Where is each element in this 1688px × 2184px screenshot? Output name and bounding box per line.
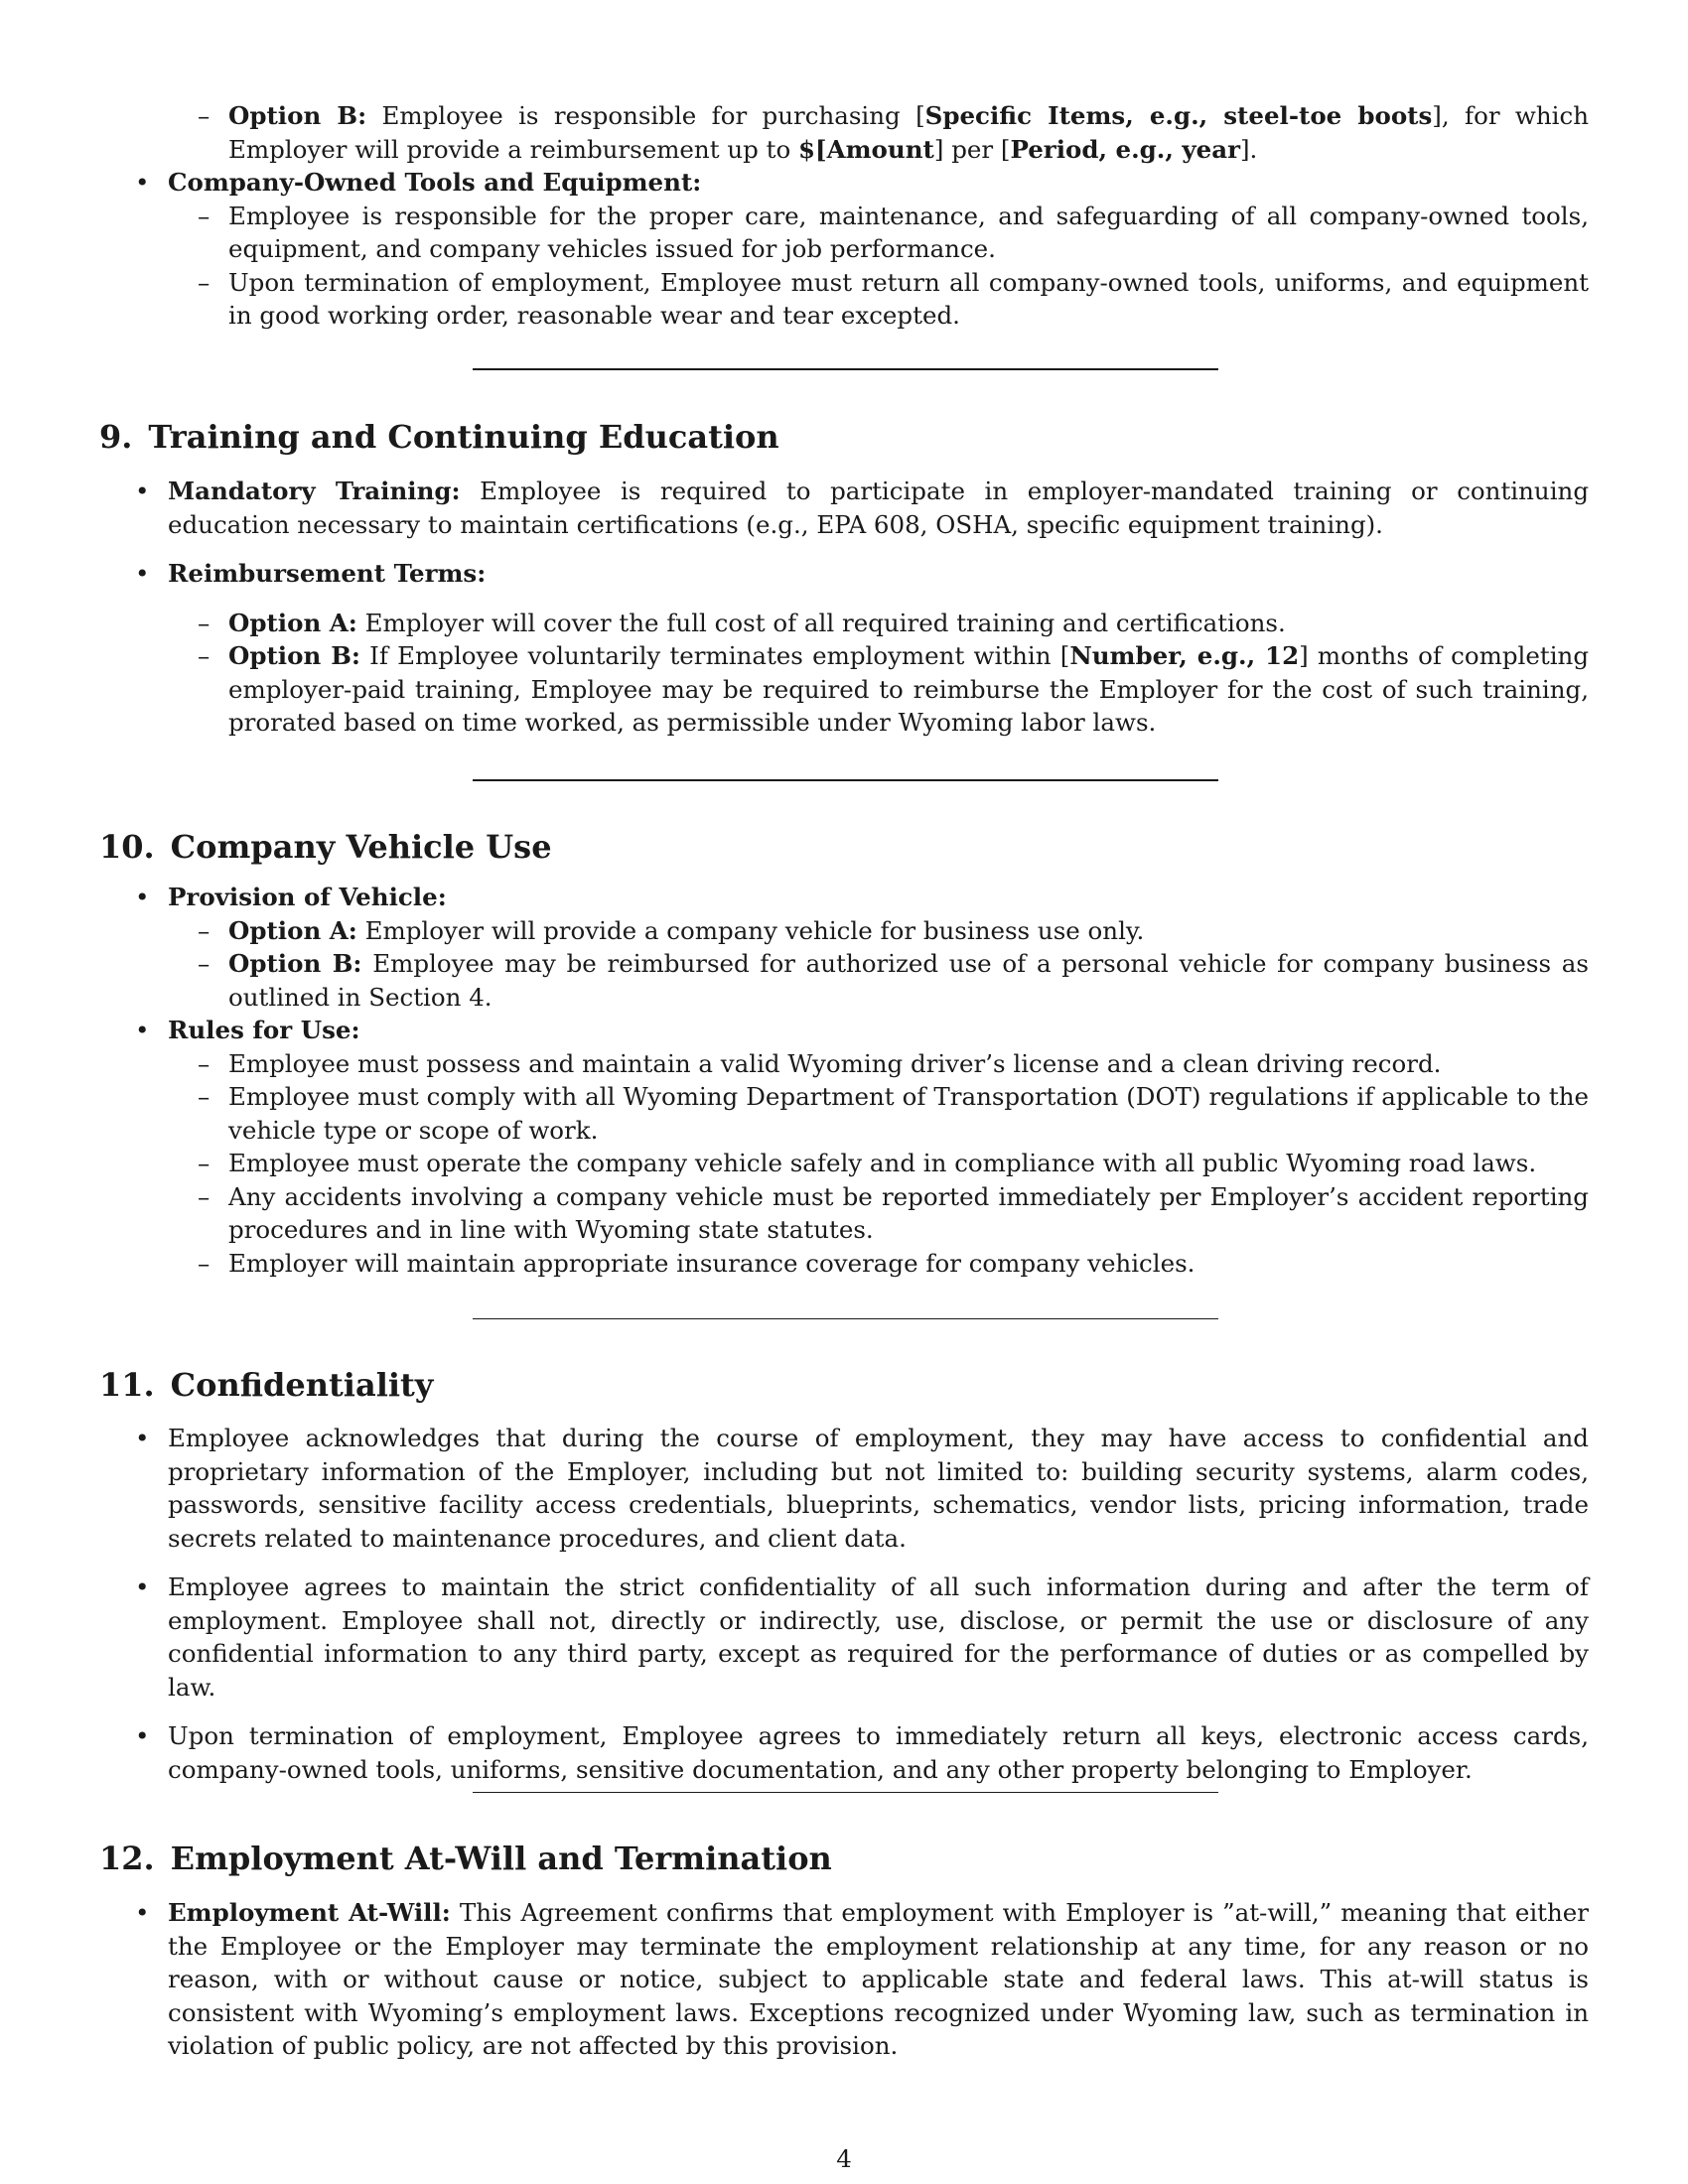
- bracket: [: [915, 101, 925, 130]
- section11-body: [99, 1422, 1589, 1786]
- provision-bullet: [99, 881, 1589, 914]
- confidentiality-text: Employee acknowledges that during the course of employment, they may have access to confidential and proprietary information of the Employer, including but not limited to: building security systems, alarm codes, passwords, sensitive facility access credentials, blueprints, schematics, vendor lists, pricing information, trade secrets related to maintenance procedures, and client data.: [168, 1424, 1589, 1553]
- spacer: [99, 541, 1589, 557]
- rule-text: Employee must comply with all Wyoming Department of Transportation (DOT) regulations if applicable to the vehicle type or scope of work.: [228, 1082, 1589, 1145]
- section-title: Confidentiality: [170, 1366, 434, 1404]
- dash-marker: –: [198, 267, 211, 297]
- bullet-marker: •: [135, 1572, 150, 1601]
- vehicle-option-a: [99, 914, 1589, 948]
- placeholder-period: Period, e.g., year: [1010, 134, 1240, 164]
- rule-item: [99, 1147, 1589, 1180]
- bullet-marker: •: [135, 1898, 150, 1927]
- confidentiality-item: [99, 1422, 1589, 1555]
- option-text: If Employee voluntarily terminates employment within [: [359, 641, 1070, 670]
- section-title: Employment At-Will and Termination: [170, 1840, 832, 1877]
- rule-item: [99, 1080, 1589, 1147]
- bullet-marker: •: [135, 1424, 150, 1452]
- confidentiality-text: Employee agrees to maintain the strict confidentiality of all such information during and after the term of employment. Employee shall not, directly or indirectly, use, disclose, or permit the use or disclosure of any confidential information to any third party, except as required for the performance of duties or as compelled by law.: [168, 1572, 1589, 1702]
- bullet-label: Mandatory Training:: [168, 477, 461, 505]
- bullet-label: Employment At-Will:: [168, 1898, 451, 1927]
- option-label: Option B:: [228, 949, 362, 978]
- rule-item: [99, 1247, 1589, 1281]
- dash-marker: –: [198, 641, 211, 670]
- dash-marker: –: [198, 1149, 211, 1177]
- section-divider: [473, 1792, 1218, 1793]
- rule-item: [99, 1180, 1589, 1247]
- bullet-label: Provision of Vehicle:: [168, 883, 447, 911]
- tools-item-text: Employee is responsible for the proper care, maintenance, and safeguarding of all company-owned tools, equipment, and company vehicles issued for job performance.: [228, 201, 1589, 263]
- section10-body: [99, 881, 1589, 1280]
- spacer: [99, 1555, 1589, 1570]
- section-divider: [473, 368, 1218, 370]
- section-number: 12.: [99, 1840, 155, 1877]
- at-will-bullet: [99, 1896, 1589, 2063]
- document-page: [99, 0, 1589, 2184]
- rules-bullet: [99, 1014, 1589, 1047]
- training-option-a: [99, 607, 1589, 640]
- bullet-marker: •: [135, 883, 150, 911]
- rule-text: Any accidents involving a company vehicle must be reported immediately per Employer’s accident reporting procedures and in line with Wyoming state statutes.: [228, 1181, 1589, 1244]
- placeholder-amount: $[Amount: [797, 134, 934, 164]
- section-number: 11.: [99, 1366, 155, 1404]
- dash-marker: –: [198, 1048, 211, 1078]
- option-text: Employer will provide a company vehicle for business use only.: [356, 915, 1145, 945]
- page-number: 4: [836, 2144, 852, 2173]
- rule-item: [99, 1047, 1589, 1081]
- tools-bullet: [99, 166, 1589, 200]
- uniform-option-b: [99, 99, 1589, 166]
- bullet-marker: •: [135, 477, 150, 505]
- bullet-label: Reimbursement Terms:: [168, 559, 487, 588]
- section-divider: [473, 1318, 1218, 1319]
- dash-marker: –: [198, 1082, 211, 1111]
- dash-marker: –: [198, 1181, 211, 1211]
- section12-body: [99, 1896, 1589, 2063]
- tools-item-text: Upon termination of employment, Employee must return all company-owned tools, uniforms, and equipment in good working order, reasonable wear and tear excepted.: [228, 267, 1589, 330]
- bullet-marker: •: [135, 1016, 150, 1044]
- vehicle-option-b: [99, 947, 1589, 1014]
- section-divider: [473, 779, 1218, 781]
- placeholder-number: Number, e.g., 12: [1069, 641, 1300, 670]
- training-option-b: [99, 639, 1589, 740]
- bullet-marker: •: [135, 559, 150, 588]
- rule-text: Employee must possess and maintain a valid Wyoming driver’s license and a clean driving record.: [228, 1048, 1442, 1078]
- placeholder-items: Specific Items, e.g., steel-toe boots: [924, 101, 1433, 130]
- bullet-marker: •: [135, 1721, 150, 1750]
- option-text: Employee may be reimbursed for authorized use of a personal vehicle for company business as outlined in Section 4.: [228, 949, 1589, 1012]
- option-label: Option A:: [228, 608, 357, 637]
- section-heading: [99, 1365, 433, 1405]
- section8-continuation: [99, 99, 1589, 333]
- section-title: Training and Continuing Education: [148, 418, 779, 456]
- dash-marker: –: [198, 201, 211, 230]
- dash-marker: –: [198, 101, 211, 130]
- tools-item: [99, 266, 1589, 333]
- confidentiality-item: [99, 1570, 1589, 1704]
- reimbursement-bullet: [99, 557, 1589, 591]
- option-text: Employer will cover the full cost of all required training and certifications.: [356, 608, 1286, 637]
- option-text: ] months of completing employer-paid training, Employee may be required to reimburse the Employer for the cost of such training, prorated based on time worked, as permissible under Wyoming labor laws.: [228, 641, 1589, 737]
- section9-body: [99, 475, 1589, 740]
- bullet-marker: •: [135, 168, 150, 197]
- option-text: ].: [1239, 134, 1258, 164]
- option-text: ] per [: [933, 134, 1011, 164]
- rule-text: Employee must operate the company vehicle safely and in compliance with all public Wyoming road laws.: [228, 1149, 1537, 1177]
- dash-marker: –: [198, 1248, 211, 1278]
- confidentiality-item: [99, 1719, 1589, 1786]
- bullet-text: This Agreement confirms that employment with Employer is ”at-will,” meaning that either the Employee or the Employer may terminate the employment relationship at any time, for any reason or no reason, with or without cause or notice, subject to applicable state and federal laws. This at-will status is consistent with Wyoming’s employment laws. Exceptions recognized under Wyoming law, such as termination in violation of public policy, are not affected by this provision.: [168, 1898, 1589, 2060]
- section-heading: [99, 417, 779, 457]
- dash-marker: –: [198, 915, 211, 945]
- section-number: 10.: [99, 828, 155, 866]
- option-label: Option B:: [228, 101, 367, 130]
- spacer: [99, 1704, 1589, 1719]
- dash-marker: –: [198, 949, 211, 978]
- section-number: 9.: [99, 418, 133, 456]
- confidentiality-text: Upon termination of employment, Employee agrees to immediately return all keys, electronic access cards, company-owned tools, uniforms, sensitive documentation, and any other property belonging to Employer.: [168, 1721, 1589, 1784]
- rule-text: Employer will maintain appropriate insurance coverage for company vehicles.: [228, 1248, 1196, 1278]
- bullet-text: Employee is required to participate in employer-mandated training or continuing education necessary to maintain certifications (e.g., EPA 608, OSHA, specific equipment training).: [168, 477, 1589, 539]
- option-label: Option A:: [228, 915, 357, 945]
- tools-item: [99, 200, 1589, 266]
- option-text: ], for which Employer will provide a reimbursement up to: [228, 101, 1589, 164]
- option-label: Option B:: [228, 641, 360, 670]
- bullet-label: Rules for Use:: [168, 1016, 360, 1044]
- spacer: [99, 591, 1589, 607]
- option-text: Employee is responsible for purchasing: [366, 101, 916, 130]
- bullet-label: Company-Owned Tools and Equipment:: [168, 168, 702, 197]
- section-heading: [99, 1839, 832, 1878]
- dash-marker: –: [198, 608, 211, 637]
- section-title: Company Vehicle Use: [170, 828, 552, 866]
- section-heading: [99, 827, 552, 867]
- mandatory-training-bullet: [99, 475, 1589, 541]
